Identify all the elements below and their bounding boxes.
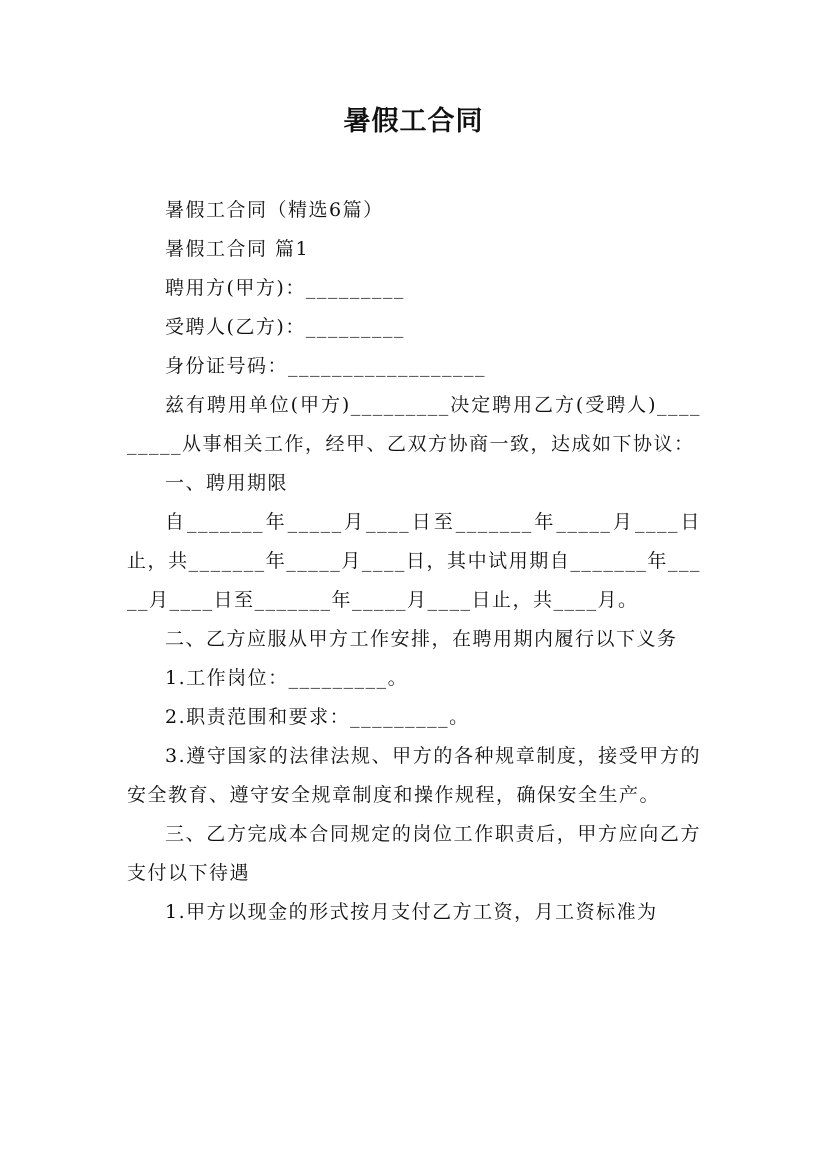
paragraph-party-b: 受聘人(乙方)：_________ [165,316,405,338]
document-body [127,191,701,932]
paragraph-section-heading: 暑假工合同 篇1 [165,238,310,260]
paragraph-intro: 兹有聘用单位(甲方)_________决定聘用乙方(受聘人)_________从事相关工作，经甲、乙双方协商一致，达成如下协议： [127,394,701,455]
paragraph-duties-heading: 二、乙方应服从甲方工作安排，在聘用期内履行以下义务 [165,628,678,650]
paragraph-duty-position: 1.工作岗位：_________。 [165,667,409,689]
paragraph-subtitle: 暑假工合同（精选6篇） [165,199,384,221]
paragraph-term-detail: 自_______年_____月____日至_______年_____月____日止，共_______年_____月____日，其中试用期自_______年_____月____日至_______年_____月____日止，共____月。 [127,511,701,611]
paragraph-duty-laws: 3.遵守国家的法律法规、甲方的各种规章制度，接受甲方的安全教育、遵守安全规章制度和操作规程，确保安全生产。 [127,745,701,806]
paragraph-term-heading: 一、聘用期限 [165,472,289,494]
document-title: 暑假工合同 [343,106,484,137]
paragraph-pay-cash: 1.甲方以现金的形式按月支付乙方工资，月工资标准为 [165,901,658,923]
paragraph-id-number: 身份证号码：__________________ [165,355,487,377]
paragraph-pay-heading: 三、乙方完成本合同规定的岗位工作职责后，甲方应向乙方支付以下待遇 [127,823,701,884]
paragraph-duty-scope: 2.职责范围和要求：_________。 [165,706,470,728]
paragraph-party-a: 聘用方(甲方)：_________ [165,277,405,299]
